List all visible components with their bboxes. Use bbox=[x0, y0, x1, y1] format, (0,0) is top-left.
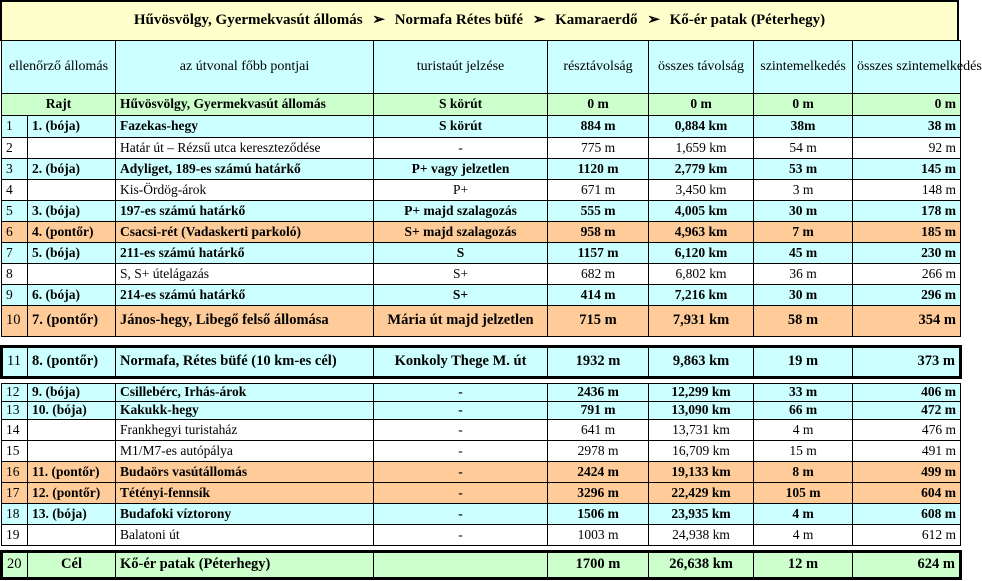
total-elevation-cell: 266 m bbox=[853, 264, 961, 285]
table-row bbox=[2, 180, 961, 201]
total-elevation-cell: 491 m bbox=[853, 441, 961, 462]
part-distance-cell: 958 m bbox=[548, 222, 649, 243]
trail-marking-cell bbox=[374, 552, 548, 579]
total-distance-cell: 3,450 km bbox=[649, 180, 754, 201]
route-point-cell: S, S+ útelágazás bbox=[116, 264, 374, 285]
arrow-right-icon: ➢ bbox=[647, 12, 660, 29]
trail-marking-cell: S bbox=[374, 243, 548, 264]
table-row bbox=[2, 347, 961, 378]
part-distance-cell: 414 m bbox=[548, 285, 649, 306]
elevation-cell: 38m bbox=[754, 116, 853, 138]
checkpoint-label-cell: 3. (bója) bbox=[28, 201, 116, 222]
trail-marking-cell: - bbox=[374, 462, 548, 483]
route-point-cell: Budaörs vasútállomás bbox=[116, 462, 374, 483]
route-point-cell: Kő-ér patak (Péterhegy) bbox=[116, 552, 374, 579]
elevation-cell: 66 m bbox=[754, 402, 853, 420]
part-distance-cell: 1506 m bbox=[548, 504, 649, 525]
table-row bbox=[2, 94, 961, 116]
elevation-cell: 19 m bbox=[754, 347, 853, 378]
trail-marking-cell: Konkoly Thege M. út bbox=[374, 347, 548, 378]
total-distance-cell: 22,429 km bbox=[649, 483, 754, 504]
checkpoint-label-cell: Cél bbox=[28, 552, 116, 579]
total-elevation-cell: 185 m bbox=[853, 222, 961, 243]
total-elevation-cell: 354 m bbox=[853, 306, 961, 337]
elevation-cell: 4 m bbox=[754, 525, 853, 546]
table-row bbox=[2, 402, 961, 420]
checkpoint-label-cell: 6. (bója) bbox=[28, 285, 116, 306]
trail-marking-cell: P+ bbox=[374, 180, 548, 201]
total-distance-cell: 6,120 km bbox=[649, 243, 754, 264]
total-elevation-cell: 92 m bbox=[853, 138, 961, 159]
table-row bbox=[2, 201, 961, 222]
table-row bbox=[2, 116, 961, 138]
table-row bbox=[2, 384, 961, 402]
route-point-cell: 211-es számú határkő bbox=[116, 243, 374, 264]
total-distance-cell: 24,938 km bbox=[649, 525, 754, 546]
checkpoint-label-cell: 1. (bója) bbox=[28, 116, 116, 138]
checkpoint-label-cell: 2. (bója) bbox=[28, 159, 116, 180]
total-distance-cell: 7,216 km bbox=[649, 285, 754, 306]
route-point-cell: Csillebérc, Irhás-árok bbox=[116, 384, 374, 402]
total-distance-cell: 4,963 km bbox=[649, 222, 754, 243]
row-number-cell: 5 bbox=[2, 201, 28, 222]
row-number-cell: 10 bbox=[2, 306, 28, 337]
row-number-cell: 9 bbox=[2, 285, 28, 306]
checkpoint-label-cell: 8. (pontőr) bbox=[28, 347, 116, 378]
elevation-cell: 30 m bbox=[754, 201, 853, 222]
table-row bbox=[2, 552, 961, 579]
table-row bbox=[2, 138, 961, 159]
total-distance-cell: 0 m bbox=[649, 94, 754, 116]
part-distance-cell: 715 m bbox=[548, 306, 649, 337]
total-elevation-cell: 612 m bbox=[853, 525, 961, 546]
elevation-cell: 3 m bbox=[754, 180, 853, 201]
table-row bbox=[2, 483, 961, 504]
table-row bbox=[2, 504, 961, 525]
elevation-cell: 8 m bbox=[754, 462, 853, 483]
route-point-cell: Csacsi-rét (Vadaskerti parkoló) bbox=[116, 222, 374, 243]
part-distance-cell: 1120 m bbox=[548, 159, 649, 180]
row-number-cell: 20 bbox=[2, 552, 28, 579]
row-number-cell: 1 bbox=[2, 116, 28, 138]
row-number-cell: 4 bbox=[2, 180, 28, 201]
trail-marking-cell: S körút bbox=[374, 116, 548, 138]
table-header-row bbox=[2, 41, 961, 94]
route-point-cell: Kis-Ördög-árok bbox=[116, 180, 374, 201]
total-distance-cell: 13,090 km bbox=[649, 402, 754, 420]
row-number-cell: 17 bbox=[2, 483, 28, 504]
row-separator bbox=[2, 337, 961, 347]
part-distance-cell: 1932 m bbox=[548, 347, 649, 378]
route-point-cell: M1/M7-es autópálya bbox=[116, 441, 374, 462]
header-points: az útvonal főbb pontjai bbox=[116, 41, 374, 94]
checkpoint-label-cell: 7. (pontőr) bbox=[28, 306, 116, 337]
trail-marking-cell: - bbox=[374, 483, 548, 504]
total-elevation-cell: 406 m bbox=[853, 384, 961, 402]
trail-marking-cell: - bbox=[374, 504, 548, 525]
elevation-cell: 54 m bbox=[754, 138, 853, 159]
checkpoint-label-cell bbox=[28, 264, 116, 285]
header-total-elevation: összes szintemelkedés bbox=[853, 41, 961, 94]
row-number-cell: 15 bbox=[2, 441, 28, 462]
total-elevation-cell: 38 m bbox=[853, 116, 961, 138]
part-distance-cell: 671 m bbox=[548, 180, 649, 201]
elevation-cell: 30 m bbox=[754, 285, 853, 306]
checkpoint-label-cell: 11. (pontőr) bbox=[28, 462, 116, 483]
table-row bbox=[2, 159, 961, 180]
checkpoint-label-cell: 10. (bója) bbox=[28, 402, 116, 420]
header-checkpoint: ellenőrző állomás bbox=[2, 41, 116, 94]
total-distance-cell: 1,659 km bbox=[649, 138, 754, 159]
row-number-cell: 16 bbox=[2, 462, 28, 483]
total-elevation-cell: 296 m bbox=[853, 285, 961, 306]
row-number-cell: 3 bbox=[2, 159, 28, 180]
row-number-cell: 8 bbox=[2, 264, 28, 285]
elevation-cell: 58 m bbox=[754, 306, 853, 337]
part-distance-cell: 0 m bbox=[548, 94, 649, 116]
trail-marking-cell: - bbox=[374, 384, 548, 402]
total-distance-cell: 12,299 km bbox=[649, 384, 754, 402]
part-distance-cell: 555 m bbox=[548, 201, 649, 222]
title-stop-4: Kő-ér patak (Péterhegy) bbox=[669, 12, 826, 29]
checkpoint-label-cell bbox=[28, 180, 116, 201]
checkpoint-label-cell bbox=[28, 441, 116, 462]
header-total-distance: összes távolság bbox=[649, 41, 754, 94]
header-part-distance: résztávolság bbox=[548, 41, 649, 94]
table-row bbox=[2, 525, 961, 546]
elevation-cell: 45 m bbox=[754, 243, 853, 264]
elevation-cell: 4 m bbox=[754, 420, 853, 441]
route-point-cell: János-hegy, Libegő felső állomása bbox=[116, 306, 374, 337]
route-title bbox=[1, 1, 958, 41]
table-row bbox=[2, 462, 961, 483]
total-elevation-cell: 148 m bbox=[853, 180, 961, 201]
row-number-cell: 14 bbox=[2, 420, 28, 441]
elevation-cell: 33 m bbox=[754, 384, 853, 402]
part-distance-cell: 1157 m bbox=[548, 243, 649, 264]
row-number-cell: 11 bbox=[2, 347, 28, 378]
trail-marking-cell: - bbox=[374, 138, 548, 159]
table-row bbox=[2, 222, 961, 243]
total-elevation-cell: 499 m bbox=[853, 462, 961, 483]
part-distance-cell: 2436 m bbox=[548, 384, 649, 402]
route-point-cell: Frankhegyi turistaház bbox=[116, 420, 374, 441]
table-row bbox=[2, 285, 961, 306]
header-marking: turistaút jelzése bbox=[374, 41, 548, 94]
part-distance-cell: 3296 m bbox=[548, 483, 649, 504]
total-elevation-cell: 476 m bbox=[853, 420, 961, 441]
checkpoint-label-cell bbox=[28, 138, 116, 159]
total-distance-cell: 7,931 km bbox=[649, 306, 754, 337]
table-row bbox=[2, 420, 961, 441]
trail-marking-cell: - bbox=[374, 402, 548, 420]
total-elevation-cell: 373 m bbox=[853, 347, 961, 378]
route-point-cell: Normafa, Rétes büfé (10 km-es cél) bbox=[116, 347, 374, 378]
trail-marking-cell: S+ bbox=[374, 285, 548, 306]
title-stop-1: Hűvösvölgy, Gyermekvasút állomás bbox=[133, 12, 363, 29]
title-bar bbox=[0, 0, 959, 41]
table-row bbox=[2, 264, 961, 285]
row-number-cell: 19 bbox=[2, 525, 28, 546]
checkpoint-label-cell: 4. (pontőr) bbox=[28, 222, 116, 243]
checkpoint-label-cell: 13. (bója) bbox=[28, 504, 116, 525]
trail-marking-cell: P+ vagy jelzetlen bbox=[374, 159, 548, 180]
part-distance-cell: 2978 m bbox=[548, 441, 649, 462]
total-distance-cell: 0,884 km bbox=[649, 116, 754, 138]
route-point-cell: Balatoni út bbox=[116, 525, 374, 546]
table-row bbox=[2, 441, 961, 462]
elevation-cell: 12 m bbox=[754, 552, 853, 579]
part-distance-cell: 682 m bbox=[548, 264, 649, 285]
part-distance-cell: 641 m bbox=[548, 420, 649, 441]
row-number-cell: 7 bbox=[2, 243, 28, 264]
total-elevation-cell: 608 m bbox=[853, 504, 961, 525]
title-stop-3: Kamaraerdő bbox=[555, 12, 638, 29]
table-row bbox=[2, 306, 961, 337]
part-distance-cell: 791 m bbox=[548, 402, 649, 420]
trail-marking-cell: - bbox=[374, 525, 548, 546]
checkpoint-label-cell: 9. (bója) bbox=[28, 384, 116, 402]
checkpoint-label-cell: 12. (pontőr) bbox=[28, 483, 116, 504]
part-distance-cell: 2424 m bbox=[548, 462, 649, 483]
route-point-cell: Határ út – Rézsű utca kereszteződése bbox=[116, 138, 374, 159]
route-point-cell: Hűvösvölgy, Gyermekvasút állomás bbox=[116, 94, 374, 116]
trail-marking-cell: - bbox=[374, 441, 548, 462]
row-number-cell: 6 bbox=[2, 222, 28, 243]
elevation-cell: 105 m bbox=[754, 483, 853, 504]
total-elevation-cell: 145 m bbox=[853, 159, 961, 180]
elevation-cell: 0 m bbox=[754, 94, 853, 116]
row-number-cell: 18 bbox=[2, 504, 28, 525]
total-distance-cell: 4,005 km bbox=[649, 201, 754, 222]
route-point-cell: Fazekas-hegy bbox=[116, 116, 374, 138]
total-elevation-cell: 230 m bbox=[853, 243, 961, 264]
table-row bbox=[2, 243, 961, 264]
elevation-cell: 7 m bbox=[754, 222, 853, 243]
route-point-cell: Adyliget, 189-es számú határkő bbox=[116, 159, 374, 180]
total-distance-cell: 19,133 km bbox=[649, 462, 754, 483]
row-number-cell: 13 bbox=[2, 402, 28, 420]
total-distance-cell: 2,779 km bbox=[649, 159, 754, 180]
part-distance-cell: 775 m bbox=[548, 138, 649, 159]
trail-marking-cell: - bbox=[374, 420, 548, 441]
route-point-cell: Kakukk-hegy bbox=[116, 402, 374, 420]
elevation-cell: 53 m bbox=[754, 159, 853, 180]
route-point-cell: 197-es számú határkő bbox=[116, 201, 374, 222]
row-number-cell: 12 bbox=[2, 384, 28, 402]
total-distance-cell: 13,731 km bbox=[649, 420, 754, 441]
route-point-cell: 214-es számú határkő bbox=[116, 285, 374, 306]
header-elevation: szintemelkedés bbox=[754, 41, 853, 94]
trail-marking-cell: S körút bbox=[374, 94, 548, 116]
checkpoint-label-cell bbox=[28, 525, 116, 546]
elevation-cell: 36 m bbox=[754, 264, 853, 285]
arrow-right-icon: ➢ bbox=[372, 12, 385, 29]
elevation-cell: 4 m bbox=[754, 504, 853, 525]
title-stop-2: Normafa Rétes büfé bbox=[394, 12, 523, 29]
trail-marking-cell: S+ bbox=[374, 264, 548, 285]
total-distance-cell: 26,638 km bbox=[649, 552, 754, 579]
total-distance-cell: 6,802 km bbox=[649, 264, 754, 285]
total-elevation-cell: 624 m bbox=[853, 552, 961, 579]
arrow-right-icon: ➢ bbox=[532, 12, 546, 29]
checkpoint-label-cell bbox=[28, 420, 116, 441]
route-point-cell: Budafoki víztorony bbox=[116, 504, 374, 525]
trail-marking-cell: Mária út majd jelzetlen bbox=[374, 306, 548, 337]
total-distance-cell: 23,935 km bbox=[649, 504, 754, 525]
elevation-cell: 15 m bbox=[754, 441, 853, 462]
trail-marking-cell: S+ majd szalagozás bbox=[374, 222, 548, 243]
total-distance-cell: 16,709 km bbox=[649, 441, 754, 462]
total-elevation-cell: 604 m bbox=[853, 483, 961, 504]
start-label-cell: Rajt bbox=[2, 94, 116, 116]
trail-marking-cell: P+ majd szalagozás bbox=[374, 201, 548, 222]
part-distance-cell: 1700 m bbox=[548, 552, 649, 579]
part-distance-cell: 884 m bbox=[548, 116, 649, 138]
part-distance-cell: 1003 m bbox=[548, 525, 649, 546]
checkpoint-label-cell: 5. (bója) bbox=[28, 243, 116, 264]
route-point-cell: Tétényi-fennsík bbox=[116, 483, 374, 504]
total-elevation-cell: 178 m bbox=[853, 201, 961, 222]
total-distance-cell: 9,863 km bbox=[649, 347, 754, 378]
row-number-cell: 2 bbox=[2, 138, 28, 159]
total-elevation-cell: 0 m bbox=[853, 94, 961, 116]
route-table bbox=[0, 40, 982, 580]
total-elevation-cell: 472 m bbox=[853, 402, 961, 420]
